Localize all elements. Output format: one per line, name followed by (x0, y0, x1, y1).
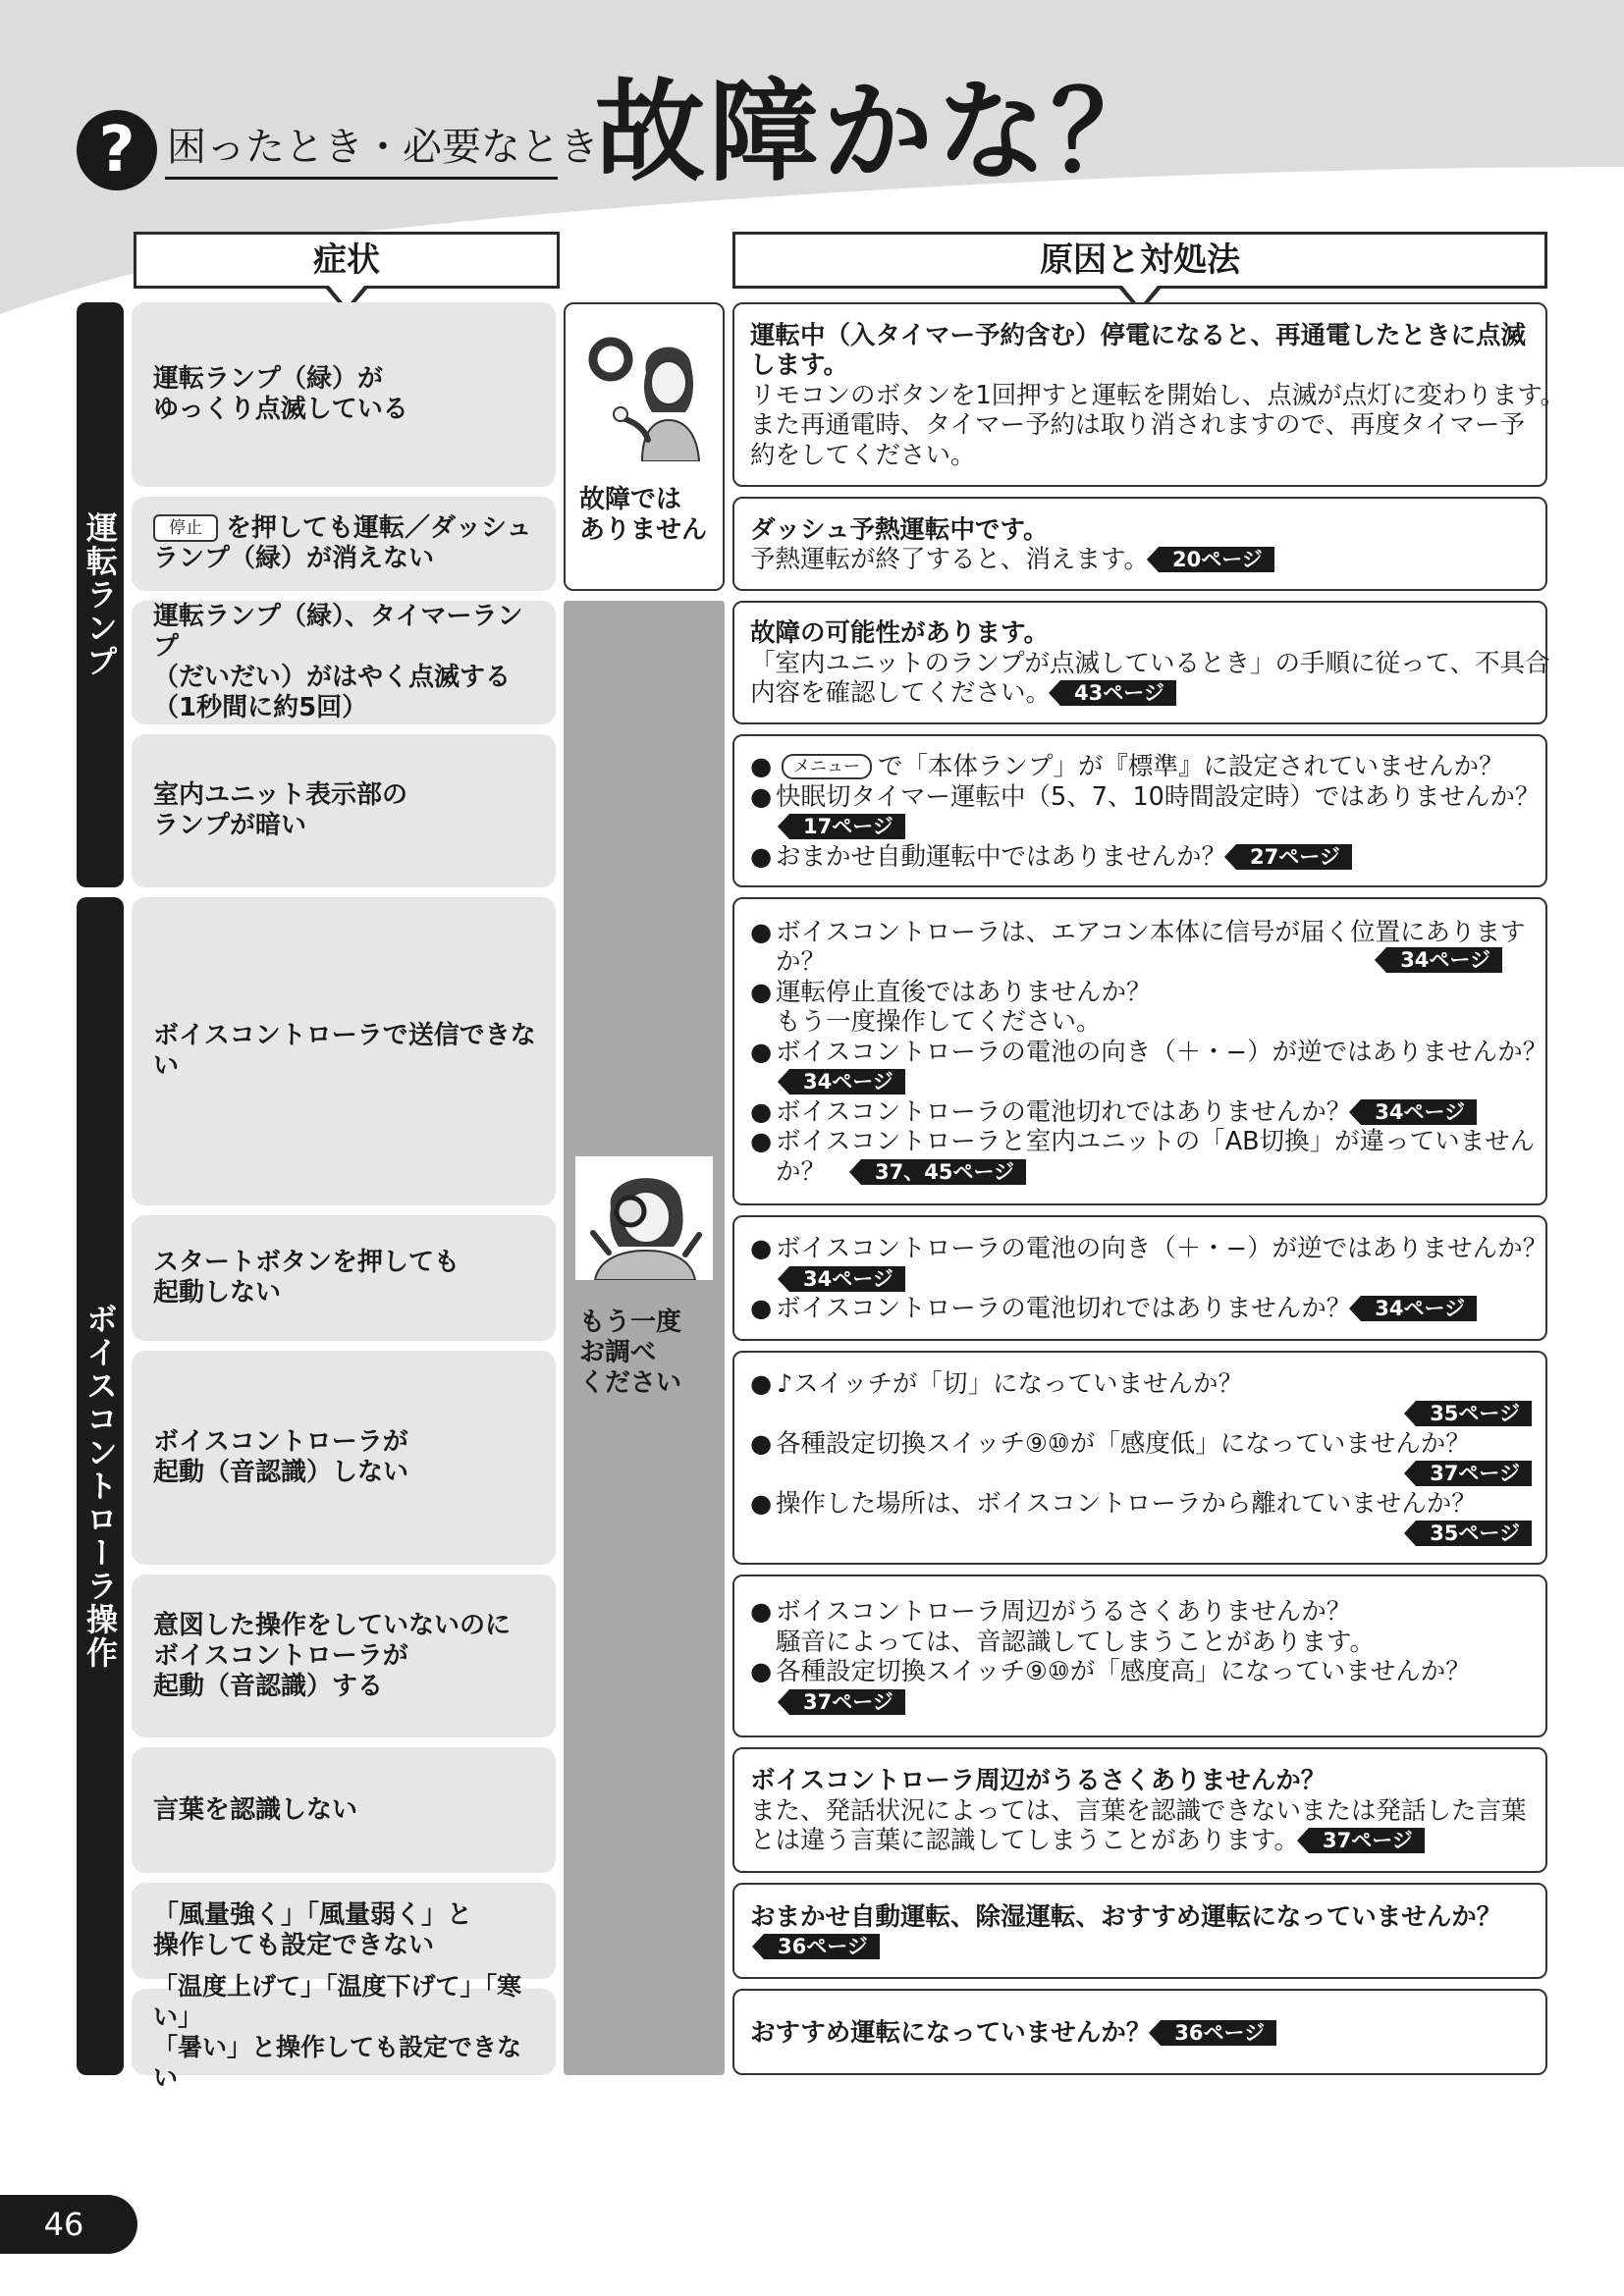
category-voice (77, 897, 124, 2075)
check-again-box (564, 601, 725, 2075)
category-lamp-label: 運転ランプ (81, 511, 119, 678)
cause-row-11 (732, 1989, 1547, 2075)
question-icon: ? (77, 110, 157, 190)
bullet-icon: ● (750, 917, 773, 947)
cause-row-4 (732, 734, 1547, 887)
page-ref-link[interactable]: 34ページ (1361, 1296, 1477, 1321)
cause-line: ボイスコントローラと室内ユニットの「AB切換」が違っていません (776, 1127, 1536, 1157)
cause-line: もう一度操作してください。 (776, 1007, 1102, 1038)
cause-line: とは違う言葉に認識してしまうことがあります。 (750, 1826, 1299, 1856)
cause-row-1 (732, 302, 1566, 487)
symptom-row-8 (132, 1575, 556, 1737)
bullet-icon: ● (750, 1428, 773, 1459)
cause-row-10 (732, 1883, 1547, 1979)
symptom-column-header (134, 232, 560, 289)
page-ref-link[interactable]: 20ページ (1159, 547, 1274, 572)
bullet-icon: ● (750, 1234, 773, 1264)
symptom-text: 意図した操作をしていないのに ボイスコントローラが 起動（音認識）する (153, 1610, 512, 1701)
symptom-text: スタートボタンを押しても 起動しない (153, 1248, 460, 1308)
cause-line: ボイスコントローラの電池切れではありませんか？ (776, 1294, 1352, 1324)
symptom-text: を押しても運転／ダッシュ (226, 513, 532, 543)
cause-row-5 (732, 897, 1547, 1205)
cause-line: 「室内ユニットのランプが点滅しているとき」の手順に従って、不具合 (750, 648, 1550, 678)
cause-line: ボイスコントローラの電池の向き（＋・−）が逆ではありませんか？ (776, 1037, 1548, 1067)
cause-line: 予熱運転が終了すると、消えます。 (750, 545, 1149, 574)
cause-line: ボイスコントローラ周辺がうるさくありませんか？ (750, 1766, 1326, 1796)
cause-column-title: 原因と対処法 (1040, 240, 1240, 280)
symptom-row-2 (132, 497, 556, 591)
cause-line: 操作した場所は、ボイスコントローラから離れていませんか？ (776, 1488, 1477, 1519)
symptom-row-3 (132, 601, 556, 724)
cause-line: で「本体ランプ」が『標準』に設定されていませんか？ (878, 752, 1504, 781)
bullet-icon: ● (750, 1127, 773, 1157)
symptom-text: 「風量強く」「風量弱く」と 操作しても設定できない (153, 1900, 473, 1960)
cause-row-2 (732, 497, 1547, 591)
cause-line: ボイスコントローラ周辺がうるさくありませんか？ (776, 1597, 1352, 1627)
cause-row-6 (732, 1215, 1547, 1341)
bullet-icon: ● (750, 1294, 773, 1324)
cause-line: か？ (776, 1156, 827, 1187)
cause-line: リモコンのボタンを1回押すと運転を開始し、点滅が点灯に変わります。 (750, 380, 1566, 410)
woman-ok-sign-icon (583, 324, 711, 461)
cause-line: 運転中（入タイマー予約含む）停電になると、再通電したときに点滅 (750, 320, 1526, 350)
page-number: 46 (0, 2195, 137, 2254)
cause-line: 各種設定切換スイッチ⑨⑩が「感度高」になっていませんか？ (776, 1657, 1471, 1686)
microphone-icon: ♪ (776, 1368, 793, 1399)
bullet-icon: ● (750, 781, 773, 812)
symptom-row-1 (132, 302, 556, 487)
bullet-icon: ● (750, 1488, 773, 1519)
page-ref-link[interactable]: 34ページ (789, 1266, 905, 1292)
bullet-icon: ● (750, 1096, 773, 1127)
page-ref-link[interactable]: 43ページ (1060, 680, 1176, 706)
cause-line: ボイスコントローラの電池切れではありませんか？ (776, 1096, 1352, 1127)
cause-line: 快眠切タイマー運転中（5、7、10時間設定時）ではありませんか？ (776, 781, 1541, 812)
check-again-text: もう一度 お調べ ください (579, 1308, 682, 1398)
cause-line: スイッチが「切」になっていませんか？ (793, 1368, 1243, 1399)
symptom-text: 室内ユニット表示部の ランプが暗い (153, 780, 407, 840)
cause-line: 各種設定切換スイッチ⑨⑩が「感度低」になっていませんか？ (776, 1428, 1471, 1459)
cause-row-7 (732, 1351, 1547, 1565)
stop-button-icon: 停止 (153, 514, 218, 542)
page-ref-link[interactable]: 37ページ (1309, 1828, 1425, 1853)
page-ref-link[interactable]: 37、45ページ (861, 1159, 1026, 1185)
symptom-text: ボイスコントローラが 起動（音認識）しない (153, 1427, 409, 1487)
page-ref-link[interactable]: 34ページ (1386, 947, 1502, 973)
cause-row-3 (732, 601, 1550, 724)
page-ref-link[interactable]: 37ページ (789, 1689, 905, 1715)
symptom-text: 「温度上げて」「温度下げて」「寒い」 「暑い」と操作しても設定できない (153, 1972, 522, 2092)
category-voice-label: ボイスコントローラ操作 (81, 1303, 119, 1670)
bullet-icon: ● (750, 1597, 773, 1627)
page-ref-link[interactable]: 35ページ (1416, 1401, 1532, 1426)
page-ref-link[interactable]: 36ページ (1161, 2020, 1276, 2046)
cause-line: 運転停止直後ではありませんか？ (776, 977, 1152, 1007)
woman-magnifier-icon (575, 1156, 713, 1280)
cause-line: 約をしてください。 (750, 440, 976, 470)
page-ref-link[interactable]: 34ページ (789, 1069, 905, 1095)
page-ref-link[interactable]: 34ページ (1361, 1099, 1477, 1125)
section-underline (165, 177, 558, 180)
not-fault-text: 故障では ありません (579, 485, 708, 545)
page-ref-link[interactable]: 36ページ (764, 1934, 880, 1959)
symptom-row-9 (132, 1747, 556, 1873)
cause-line: か？ (776, 947, 827, 978)
symptom-row-5 (132, 897, 556, 1205)
cause-line: 故障の可能性があります。 (750, 618, 1049, 649)
cause-line: 内容を確認してください。 (750, 678, 1052, 709)
symptom-row-7 (132, 1351, 556, 1565)
cause-line: ボイスコントローラは、エアコン本体に信号が届く位置にあります (776, 917, 1526, 947)
bullet-icon: ● (750, 1037, 773, 1067)
bullet-icon: ● (750, 1368, 773, 1399)
bullet-icon: ● (750, 977, 773, 1007)
not-fault-box (564, 302, 725, 591)
page-ref-link[interactable]: 17ページ (789, 814, 905, 839)
cause-line: 騒音によっては、音認識してしまうことがあります。 (776, 1627, 1375, 1657)
cause-line: おまかせ自動運転、除湿運転、おすすめ運転になっていませんか？ (750, 1901, 1502, 1932)
cause-column-header (732, 232, 1547, 289)
cause-line: おまかせ自動運転中ではありませんか？ (776, 841, 1227, 872)
section-label: 困ったとき・必要なとき (167, 125, 599, 170)
cause-row-9 (732, 1747, 1547, 1873)
symptom-text: 運転ランプ（緑）、タイマーランプ （だいだい）がはやく点滅する （1秒間に約5回） (153, 602, 523, 722)
bullet-icon: ● (750, 841, 773, 872)
category-lamp (77, 302, 124, 887)
symptom-row-4 (132, 734, 556, 887)
symptom-text: 運転ランプ（緑）が ゆっくり点滅している (153, 364, 408, 424)
bullet-icon: ● (750, 752, 773, 781)
symptom-text: ボイスコントローラで送信できない (153, 1021, 536, 1081)
page-title: 故障かな？ (595, 69, 1164, 196)
symptom-text-line2: ランプ（緑）が消えない (153, 544, 435, 573)
page-ref-link[interactable]: 37ページ (1416, 1461, 1532, 1486)
cause-line: ボイスコントローラの電池の向き（＋・−）が逆ではありませんか？ (776, 1234, 1548, 1264)
cause-line: また再通電時、タイマー予約は取り消されますので、再度タイマー予 (750, 410, 1525, 441)
page-ref-link[interactable]: 35ページ (1416, 1521, 1532, 1546)
symptom-row-10 (132, 1883, 556, 1979)
symptom-row-6 (132, 1215, 556, 1341)
cause-row-8 (732, 1575, 1547, 1737)
symptom-column-title: 症状 (313, 240, 380, 280)
symptom-row-11 (132, 1972, 556, 2092)
cause-line: また、発話状況によっては、言葉を認識できないまたは発話した言葉 (750, 1795, 1527, 1826)
page-ref-link[interactable]: 27ページ (1236, 844, 1352, 870)
cause-line: します。 (750, 350, 848, 381)
menu-button-icon: メニュー (782, 754, 872, 779)
symptom-text: 言葉を認識しない (153, 1794, 358, 1825)
bullet-icon: ● (750, 1657, 773, 1686)
cause-line: ダッシュ予熱運転中です。 (750, 514, 1049, 545)
cause-line: おすすめ運転になっていませんか？ (750, 2017, 1152, 2048)
